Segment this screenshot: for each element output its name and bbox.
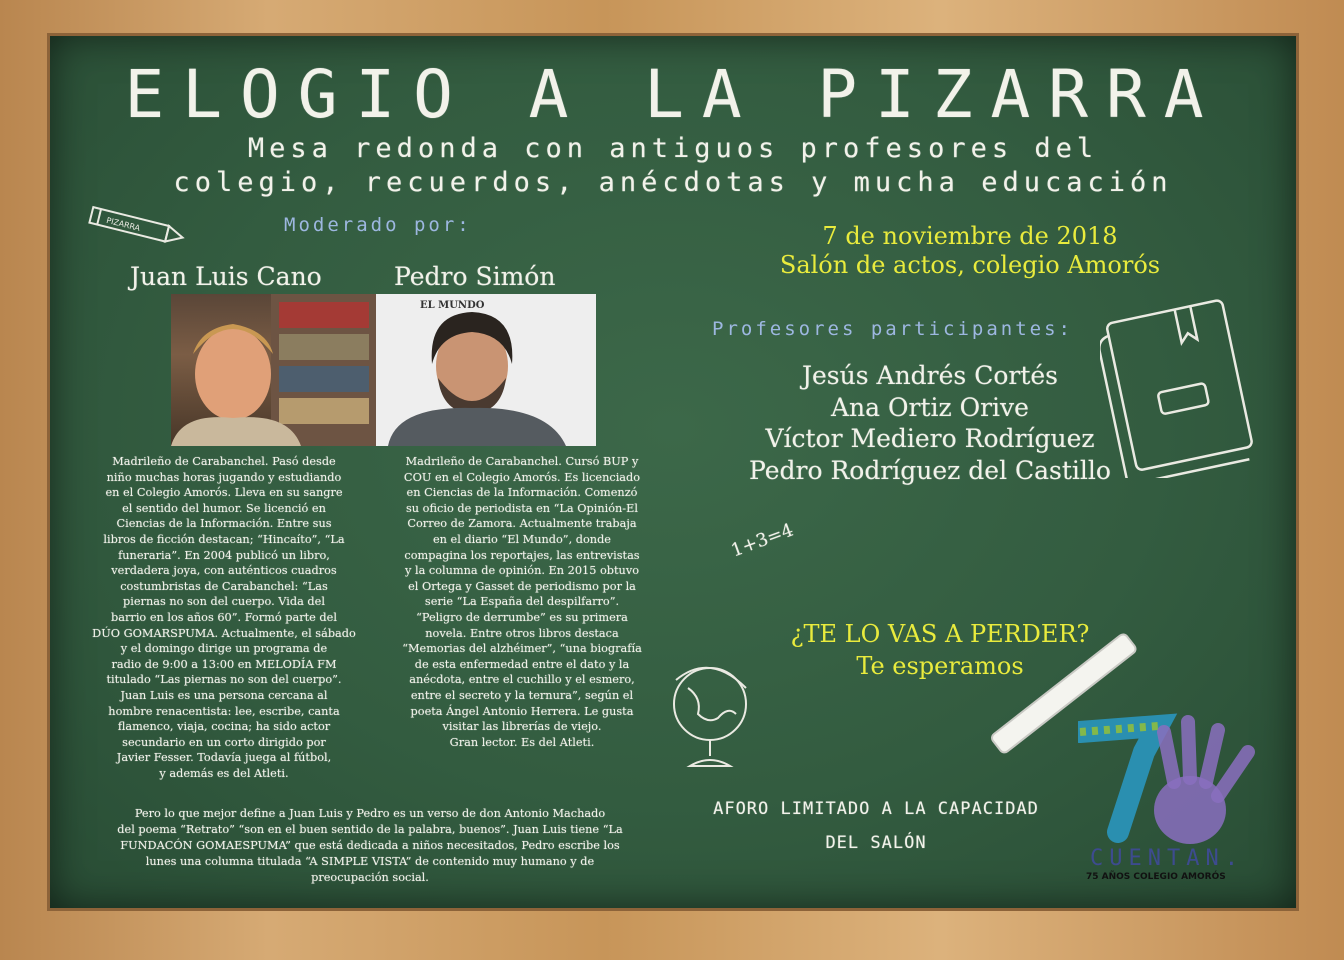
professors-label: Profesores participantes: (712, 318, 1073, 340)
math-doodle: 1+3=4 (728, 519, 797, 562)
globe-icon (662, 658, 762, 778)
capacity-notice: AFORO LIMITADO A LA CAPACIDAD DEL SALÓN (713, 799, 1039, 853)
book-icon (1100, 288, 1260, 478)
moderator-name-juan-luis: Juan Luis Cano (130, 262, 322, 291)
pencil-icon (84, 204, 188, 248)
call-to-action: ¿TE LO VAS A PERDER? Te esperamos (790, 620, 1090, 680)
chalkboard (50, 36, 1296, 908)
poster-title: ELOGIO A LA PIZARRA (124, 56, 1222, 133)
professors-list: Jesús Andrés Cortés Ana Ortiz Orive Víctor Mediero Rodríguez Pedro Rodríguez del Castillo (749, 361, 1111, 485)
poster-subtitle: Mesa redonda con antiguos profesores del colegio, recuerdos, anécdotas y mucha educación (173, 133, 1173, 198)
photo-pedro-simon (376, 294, 596, 446)
photo-caption: EL MUNDO (420, 300, 485, 311)
bio-juan-luis-cano: Madrileño de Carabanchel. Pasó desde niño muchas horas jugando y estudiando en el Colegio Amorós. Lleva en su sangre el sentido del humor. Se licenció en Ciencias de la Información. Entre sus libros de ficción destacan; “Hincaíto”, “La funeraria”. En 2004 publicó un libro, verdadera joya, con auténticos cuadros costumbristas de Carabanchel: “Las piernas no son del cuerpo. Vida del barrio en los años 60”. Formó parte del DÚO GOMARSPUMA. Actualmente, el sábado y el domingo dirige un programa de radio de 9:00 a 13:00 en MELODÍA FM titulado “Las piernas no son del cuerpo”. Juan Luis es una persona cercana al hombre renacentista: lee, escribe, canta flamenco, viaja, cocina; ha sido actor secundario en un corto dirigido por Javier Fesser. Todavía juega al fútbol, y además es del Atleti. (92, 455, 356, 780)
moderated-label: Moderado por: (284, 214, 472, 236)
logo-tagline: 75 AÑOS COLEGIO AMORÓS (1086, 872, 1226, 882)
logo-word: CUENTAN. (1090, 846, 1244, 871)
moderator-name-pedro: Pedro Simón (394, 262, 556, 291)
photo-juan-luis-cano (171, 294, 376, 446)
pencil-label: PIZARRA (105, 215, 142, 233)
closing-paragraph: Pero lo que mejor define a Juan Luis y Pedro es un verso de don Antonio Machado del poema “Retrato” “son en el buen sentido de la palabra, buenos”. Juan Luis tiene “La FUNDACÓN GOMAESPUMA” que está dedicada a niños necesitados, Pedro escribe los lunes una columna titulada “A SIMPLE VISTA” de contenido muy humano y de preocupación social. (117, 807, 623, 884)
date-and-venue: 7 de noviembre de 2018 Salón de actos, colegio Amorós (779, 222, 1161, 279)
bio-pedro-simon: Madrileño de Carabanchel. Cursó BUP y COU en el Colegio Amorós. Es licenciado en Ciencias de la Información. Comenzó su oficio de periodista en “La Opinión-El Correo de Zamora. Actualmente trabaja en el diario “El Mundo”, donde compagina los reportajes, las entrevistas y la columna de opinión. En 2015 obtuvo el Ortega y Gasset de periodismo por la serie “La España del despilfarro”. “Peligro de derrumbe” es su primera novela. Entre otros libros destaca “Memorias del alzhéimer”, “una biografía de esta enfermedad entre el dato y la anécdota, entre el cuchillo y el esmero, entre el secreto y la ternura”, según el poeta Ángel Antonio Herrera. Le gusta visitar las librerías de viejo. Gran lector. Es del Atleti. (402, 455, 642, 749)
